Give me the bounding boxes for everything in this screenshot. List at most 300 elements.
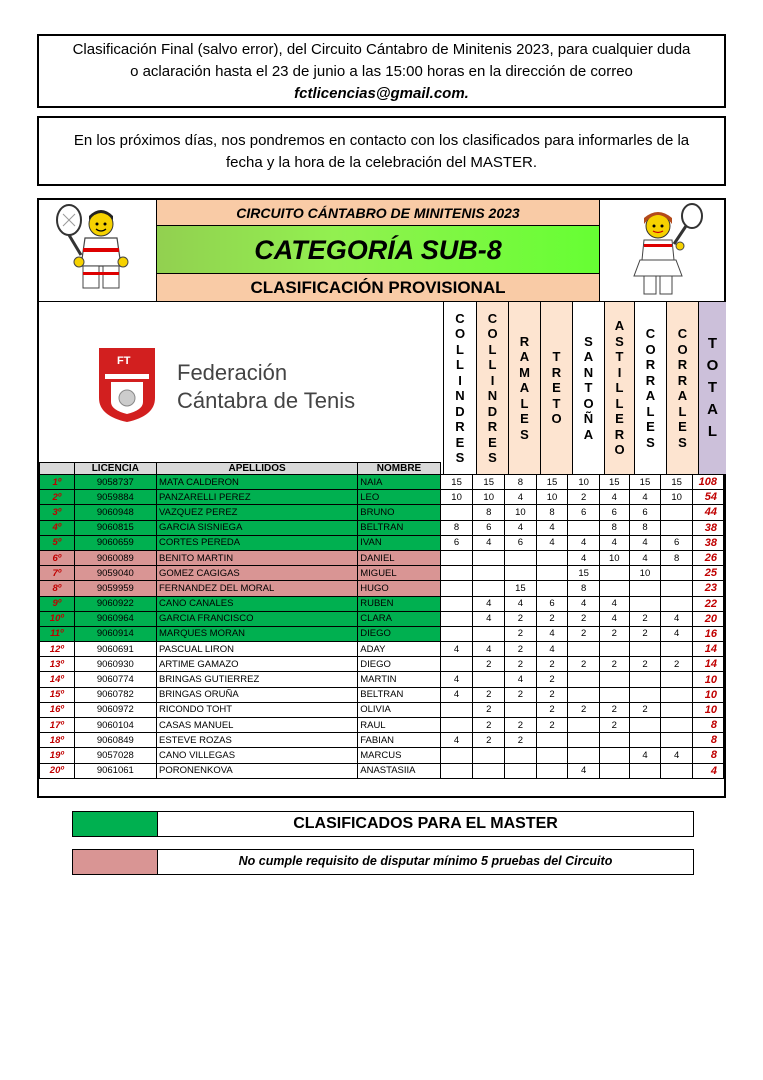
tournament-header-letter: N <box>455 388 465 403</box>
score-cell <box>661 505 693 520</box>
score-cell: 2 <box>473 657 505 672</box>
score-cell: 6 <box>536 596 568 611</box>
score-cell <box>629 642 661 657</box>
score-cell: 15 <box>568 566 600 581</box>
circuit-title: CIRCUITO CÁNTABRO DE MINITENIS 2023 <box>157 200 599 226</box>
score-cell <box>661 520 693 535</box>
total-cell: 108 <box>692 475 723 490</box>
score-cell: 6 <box>629 505 661 520</box>
apellidos-cell: PANZARELLI PEREZ <box>157 490 358 505</box>
legend-not-meeting-label: No cumple requisito de disputar mínimo 5 pruebas del Circuito <box>238 854 613 868</box>
position-cell: 17º <box>40 718 75 733</box>
score-cell: 4 <box>536 520 568 535</box>
federation-name-line2: Cántabra de Tenis <box>177 388 356 413</box>
score-cell: 4 <box>629 535 661 550</box>
score-cell: 4 <box>536 626 568 641</box>
tournament-header-letter: S <box>646 434 655 450</box>
nombre-cell: NAIA <box>358 475 441 490</box>
score-cell <box>629 596 661 611</box>
nombre-header: NOMBRE <box>358 463 441 475</box>
score-cell <box>440 581 473 596</box>
table-row <box>40 763 724 778</box>
table-row <box>40 642 724 657</box>
legend-not-meeting <box>72 849 694 875</box>
table-row <box>40 550 724 565</box>
tournament-header-letter: C <box>455 310 465 326</box>
score-cell <box>505 748 537 763</box>
score-cell: 4 <box>568 550 600 565</box>
score-cell: 4 <box>440 672 473 687</box>
score-cell: 4 <box>440 642 473 657</box>
total-cell: 23 <box>692 581 723 596</box>
position-cell: 4º <box>40 520 75 535</box>
score-cell: 8 <box>599 520 629 535</box>
position-cell: 19º <box>40 748 75 763</box>
score-cell: 10 <box>629 566 661 581</box>
nombre-cell: DIEGO <box>358 657 441 672</box>
score-cell: 15 <box>599 475 629 490</box>
table-row <box>40 687 724 702</box>
tournament-header-letter: O <box>645 341 656 357</box>
table-row <box>40 718 724 733</box>
licencia-cell: 9060849 <box>74 733 156 748</box>
score-cell: 4 <box>599 596 629 611</box>
score-cell <box>661 718 693 733</box>
table-row <box>40 596 724 611</box>
nombre-cell: MARCUS <box>358 748 441 763</box>
notice-master-contact <box>37 116 726 186</box>
tournament-header-letter: I <box>458 372 462 388</box>
tournament-header-letter: L <box>646 403 655 419</box>
score-cell: 2 <box>599 702 629 717</box>
tournament-header-letter: T <box>615 349 624 365</box>
score-cell <box>661 672 693 687</box>
tournament-header-letter: R <box>645 372 656 388</box>
tournament-header-letter: D <box>455 403 465 419</box>
score-cell: 4 <box>440 733 473 748</box>
legend-qualified <box>72 811 694 837</box>
tournament-header-letter: O <box>677 341 688 357</box>
score-cell <box>661 702 693 717</box>
table-row <box>40 490 724 505</box>
licencia-cell: 9060774 <box>74 672 156 687</box>
score-cell <box>599 642 629 657</box>
table-row <box>40 581 724 596</box>
apellidos-cell: GARCIA FRANCISCO <box>157 611 358 626</box>
tournament-header-letter: I <box>490 372 495 388</box>
table-row <box>40 702 724 717</box>
tournament-header-letter: E <box>615 411 624 427</box>
score-cell: 2 <box>536 718 568 733</box>
position-cell: 14º <box>40 672 75 687</box>
tournament-header-letter: T <box>707 379 718 396</box>
score-cell <box>629 718 661 733</box>
score-cell: 4 <box>473 596 505 611</box>
score-cell <box>440 596 473 611</box>
score-cell <box>599 672 629 687</box>
pos-header <box>40 463 75 475</box>
licencia-header: LICENCIA <box>74 463 156 475</box>
tournament-header-letter: L <box>488 357 497 372</box>
position-cell: 7º <box>40 566 75 581</box>
tournament-header-letter: E <box>646 419 655 434</box>
score-cell: 2 <box>629 611 661 626</box>
notice-final-classification <box>37 34 726 108</box>
score-cell: 10 <box>473 490 505 505</box>
tournament-header-letter: O <box>487 326 498 341</box>
licencia-cell: 9061061 <box>74 763 156 778</box>
score-cell <box>661 566 693 581</box>
tournament-header-letter: E <box>520 411 529 427</box>
nombre-cell: RUBEN <box>358 596 441 611</box>
tournament-header-letter: M <box>519 364 530 380</box>
score-cell <box>536 733 568 748</box>
nombre-cell: CLARA <box>358 611 441 626</box>
total-cell: 54 <box>692 490 723 505</box>
qualified-swatch <box>73 812 158 836</box>
score-cell <box>440 748 473 763</box>
score-cell: 4 <box>599 535 629 550</box>
contact-email: fctlicencias@gmail.com. <box>294 85 469 102</box>
score-cell: 4 <box>661 611 693 626</box>
tournament-header-letter: C <box>645 326 656 341</box>
score-cell: 2 <box>536 702 568 717</box>
tournament-header-letter: S <box>520 426 529 442</box>
licencia-cell: 9060930 <box>74 657 156 672</box>
score-cell: 2 <box>568 702 600 717</box>
score-cell: 2 <box>629 657 661 672</box>
score-cell: 4 <box>440 687 473 702</box>
tournament-header-2 <box>476 302 508 474</box>
score-cell <box>568 718 600 733</box>
score-cell: 2 <box>473 733 505 748</box>
nombre-cell: BELTRAN <box>358 520 441 535</box>
score-cell: 15 <box>629 475 661 490</box>
licencia-cell: 9060104 <box>74 718 156 733</box>
score-cell <box>661 763 693 778</box>
score-cell: 4 <box>505 490 537 505</box>
total-cell: 10 <box>692 672 723 687</box>
score-cell <box>473 550 505 565</box>
apellidos-cell: PORONENKOVA <box>157 763 358 778</box>
apellidos-cell: MARQUES MORAN <box>157 626 358 641</box>
tournament-header-letter: T <box>552 349 561 365</box>
licencia-cell: 9060089 <box>74 550 156 565</box>
score-cell: 2 <box>473 718 505 733</box>
apellidos-cell: ESTEVE ROZAS <box>157 733 358 748</box>
score-cell: 2 <box>505 733 537 748</box>
tournament-header-7 <box>634 302 666 474</box>
score-cell <box>440 566 473 581</box>
licencia-cell: 9057028 <box>74 748 156 763</box>
score-cell: 2 <box>505 611 537 626</box>
score-cell: 8 <box>440 520 473 535</box>
apellidos-cell: CASAS MANUEL <box>157 718 358 733</box>
tournament-header-1 <box>443 302 476 474</box>
nombre-cell: DANIEL <box>358 550 441 565</box>
position-cell: 2º <box>40 490 75 505</box>
table-row <box>40 566 724 581</box>
score-cell <box>629 763 661 778</box>
nombre-cell: RAUL <box>358 718 441 733</box>
apellidos-header: APELLIDOS <box>157 463 358 475</box>
apellidos-cell: GARCIA SISNIEGA <box>157 520 358 535</box>
position-cell: 18º <box>40 733 75 748</box>
score-cell: 2 <box>505 642 537 657</box>
tournament-header-6 <box>604 302 634 474</box>
tournament-header-3 <box>508 302 540 474</box>
position-cell: 10º <box>40 611 75 626</box>
score-cell: 8 <box>505 475 537 490</box>
tournament-header-letter: L <box>707 423 718 440</box>
federation-logo <box>39 302 443 462</box>
score-cell <box>568 733 600 748</box>
score-cell: 2 <box>505 718 537 733</box>
score-cell <box>599 566 629 581</box>
licencia-cell: 9060948 <box>74 505 156 520</box>
score-cell <box>568 672 600 687</box>
score-cell: 6 <box>440 535 473 550</box>
position-cell: 13º <box>40 657 75 672</box>
tournament-header-letter: A <box>645 388 656 403</box>
apellidos-cell: CANO VILLEGAS <box>157 748 358 763</box>
table-row <box>40 657 724 672</box>
score-cell <box>599 763 629 778</box>
apellidos-cell: VAZQUEZ PEREZ <box>157 505 358 520</box>
score-cell <box>661 642 693 657</box>
tournament-header-letter: N <box>583 364 594 380</box>
position-cell: 15º <box>40 687 75 702</box>
score-cell: 15 <box>440 475 473 490</box>
score-cell: 2 <box>536 672 568 687</box>
apellidos-cell: CANO CANALES <box>157 596 358 611</box>
tournament-header-letter: T <box>552 395 561 411</box>
tournament-header-letter: L <box>615 395 624 411</box>
score-cell: 4 <box>536 535 568 550</box>
table-row <box>40 748 724 763</box>
score-cell <box>629 687 661 702</box>
score-cell: 6 <box>568 505 600 520</box>
tournament-header-letter: L <box>456 341 464 357</box>
score-cell: 2 <box>661 657 693 672</box>
score-cell: 4 <box>629 748 661 763</box>
tournament-header-letter: C <box>487 310 498 326</box>
tournament-header-letter: A <box>519 380 530 396</box>
score-cell: 4 <box>568 535 600 550</box>
score-cell: 4 <box>599 611 629 626</box>
score-cell: 2 <box>473 687 505 702</box>
score-cell <box>505 566 537 581</box>
score-cell <box>440 657 473 672</box>
tournament-header-letter: R <box>677 372 688 388</box>
score-cell <box>599 748 629 763</box>
score-cell <box>505 550 537 565</box>
total-cell: 44 <box>692 505 723 520</box>
tournament-header-letter: Ñ <box>583 411 594 427</box>
apellidos-cell: RICONDO TOHT <box>157 702 358 717</box>
score-cell: 2 <box>629 626 661 641</box>
licencia-cell: 9060922 <box>74 596 156 611</box>
score-cell <box>536 763 568 778</box>
tournament-header-letter: A <box>583 349 594 365</box>
position-cell: 8º <box>40 581 75 596</box>
position-cell: 6º <box>40 550 75 565</box>
nombre-cell: BRUNO <box>358 505 441 520</box>
score-cell: 4 <box>473 642 505 657</box>
score-cell: 6 <box>661 535 693 550</box>
score-cell: 15 <box>661 475 693 490</box>
tournament-header-letter: O <box>706 357 719 374</box>
legend-qualified-label: CLASIFICADOS PARA EL MASTER <box>293 815 558 832</box>
score-cell <box>568 687 600 702</box>
tournament-header-letter: L <box>488 341 497 357</box>
apellidos-cell: BRINGAS GUTIERREZ <box>157 672 358 687</box>
score-cell <box>661 596 693 611</box>
tournament-header-letter: R <box>487 419 498 434</box>
licencia-cell: 9060972 <box>74 702 156 717</box>
score-cell <box>473 566 505 581</box>
score-cell: 4 <box>505 596 537 611</box>
position-cell: 20º <box>40 763 75 778</box>
score-cell: 2 <box>599 626 629 641</box>
nombre-cell: BELTRAN <box>358 687 441 702</box>
licencia-cell: 9059884 <box>74 490 156 505</box>
tournament-header-letter: L <box>456 357 464 372</box>
licencia-cell: 9060782 <box>74 687 156 702</box>
score-cell: 4 <box>473 611 505 626</box>
not-meeting-swatch <box>73 850 158 874</box>
score-cell: 2 <box>536 611 568 626</box>
score-cell <box>629 672 661 687</box>
score-cell: 8 <box>661 550 693 565</box>
tournament-header-letter: S <box>584 333 593 349</box>
table-row <box>40 733 724 748</box>
total-cell: 8 <box>692 718 723 733</box>
apellidos-cell: PASCUAL LIRON <box>157 642 358 657</box>
tournament-header-letter: O <box>454 326 466 341</box>
score-cell <box>473 672 505 687</box>
licencia-cell: 9059040 <box>74 566 156 581</box>
score-cell: 6 <box>505 535 537 550</box>
score-cell <box>440 505 473 520</box>
score-cell <box>536 566 568 581</box>
total-cell: 38 <box>692 535 723 550</box>
tournament-header-letter: L <box>615 380 624 396</box>
score-cell: 4 <box>505 520 537 535</box>
score-cell: 2 <box>568 611 600 626</box>
federation-name-line1: Federación <box>177 360 288 385</box>
score-cell <box>536 581 568 596</box>
tournament-header-letter: R <box>677 357 688 372</box>
table-row <box>40 475 724 490</box>
total-cell: 8 <box>692 733 723 748</box>
score-cell: 4 <box>661 626 693 641</box>
tournament-header-letter: C <box>677 326 688 341</box>
total-cell: 10 <box>692 702 723 717</box>
apellidos-cell: BRINGAS ORUÑA <box>157 687 358 702</box>
tournament-header-4 <box>540 302 572 474</box>
score-cell: 8 <box>473 505 505 520</box>
position-cell: 16º <box>40 702 75 717</box>
tournament-header-letter: L <box>678 403 687 419</box>
score-cell: 15 <box>505 581 537 596</box>
total-cell: 26 <box>692 550 723 565</box>
total-cell: 10 <box>692 687 723 702</box>
score-cell: 15 <box>473 475 505 490</box>
score-cell: 2 <box>505 687 537 702</box>
tournament-header-letter: E <box>678 419 687 434</box>
licencia-cell: 9060815 <box>74 520 156 535</box>
score-cell: 2 <box>599 657 629 672</box>
total-cell: 38 <box>692 520 723 535</box>
tournament-header-letter: S <box>455 450 465 465</box>
score-cell: 10 <box>599 550 629 565</box>
tournament-header-8 <box>666 302 698 474</box>
licencia-cell: 9060964 <box>74 611 156 626</box>
score-cell <box>440 702 473 717</box>
score-cell: 6 <box>599 505 629 520</box>
score-cell: 4 <box>599 490 629 505</box>
nombre-cell: DIEGO <box>358 626 441 641</box>
nombre-cell: MIGUEL <box>358 566 441 581</box>
tournament-header-letter: S <box>678 434 687 450</box>
position-cell: 1º <box>40 475 75 490</box>
table-row <box>40 505 724 520</box>
svg-text:FT: FT <box>117 355 131 367</box>
score-cell: 4 <box>568 596 600 611</box>
tournament-header-letter: T <box>584 380 593 396</box>
nombre-cell: HUGO <box>358 581 441 596</box>
total-cell: 14 <box>692 642 723 657</box>
score-cell: 10 <box>440 490 473 505</box>
score-cell <box>629 581 661 596</box>
score-cell: 2 <box>599 718 629 733</box>
score-cell: 4 <box>661 748 693 763</box>
score-cell: 2 <box>536 657 568 672</box>
tournament-header-5 <box>572 302 604 474</box>
score-cell: 8 <box>629 520 661 535</box>
table-row <box>40 672 724 687</box>
score-cell <box>599 733 629 748</box>
header-spacer <box>440 463 723 475</box>
girl-tennis-player-icon <box>599 200 726 302</box>
score-cell: 8 <box>568 581 600 596</box>
nombre-cell: MARTIN <box>358 672 441 687</box>
score-cell: 2 <box>536 687 568 702</box>
table-row <box>40 626 724 641</box>
notice2-line1: En los próximos días, nos pondremos en contacto con los clasificados para informarles de la <box>73 132 690 149</box>
tournament-header-letter: O <box>583 395 594 411</box>
tournament-header-letter: E <box>455 434 465 450</box>
score-cell: 2 <box>568 657 600 672</box>
score-cell: 4 <box>629 490 661 505</box>
position-cell: 5º <box>40 535 75 550</box>
score-cell: 15 <box>536 475 568 490</box>
tournament-header-letter: A <box>614 318 625 334</box>
tournament-header-letter: I <box>617 364 622 380</box>
position-cell: 9º <box>40 596 75 611</box>
category-title: CATEGORÍA SUB-8 <box>157 226 599 274</box>
score-cell <box>661 581 693 596</box>
table-row <box>40 535 724 550</box>
total-cell: 4 <box>692 763 723 778</box>
score-cell <box>505 702 537 717</box>
tournament-header-letter: D <box>487 403 498 419</box>
table-row <box>40 520 724 535</box>
score-cell: 6 <box>473 520 505 535</box>
nombre-cell: LEO <box>358 490 441 505</box>
table-row <box>40 611 724 626</box>
